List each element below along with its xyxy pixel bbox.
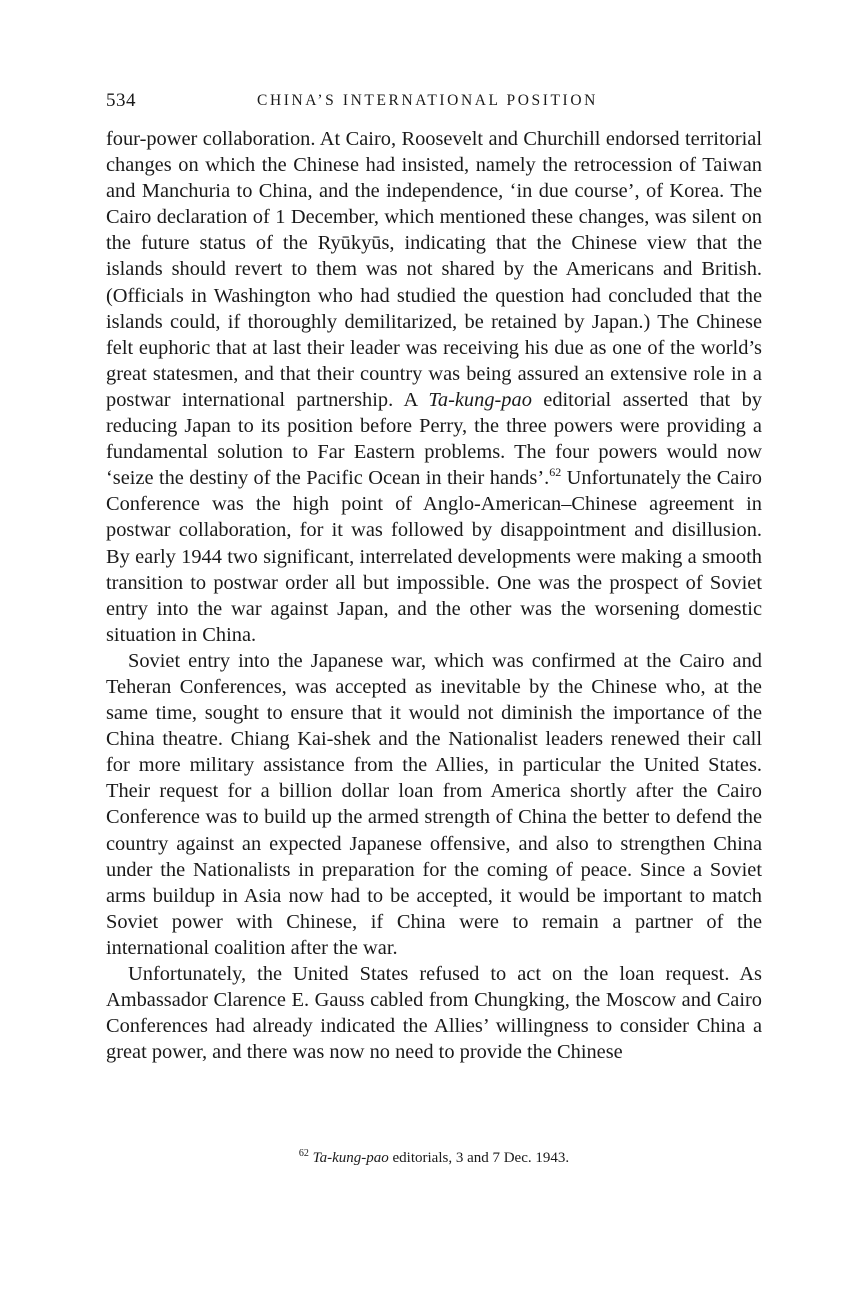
footnote-number: 62 (298, 1148, 309, 1159)
newspaper-title: Ta-kung-pao (428, 388, 532, 411)
paragraph-1-text-a: four-power collaboration. At Cairo, Roosevelt and Churchill endorsed territorial changes on which the Chinese had insisted, namely the retrocession of Taiwan and Manchuria to China, and the independence, ‘in due course’, of Korea. The Cairo declaration of 1 December, which mentioned these changes, was silent on the future status of the Ryūkyūs, indicating that the Chinese view that the islands should revert to them was not shared by the Americans and British. (Officials in Washington who had studied the question had concluded that the islands could, if thoroughly demilitarized, be retained by Japan.) The Chinese felt euphoric that at last their leader was receiving his due as one of the world’s great statesmen, and that their country was being assured an extensive role in a postwar international partnership. A (106, 128, 762, 411)
page-number: 534 (106, 90, 136, 111)
footnote-ref: 62 (549, 465, 562, 480)
body-text (106, 126, 762, 1065)
running-head: CHINA’S INTERNATIONAL POSITION (257, 92, 598, 109)
footnote-text: editorials, 3 and 7 Dec. 1943. (388, 1150, 570, 1166)
paragraph-1-text-c: Unfortunately the Cairo Conference was the high point of Anglo-American–Chinese agreement in postwar collaboration, for it was followed by disappointment and disillusion. By early 1944 two significant, interrelated developments were making a smooth transition to postwar order all but impossible. One was the prospect of Soviet entry into the war against Japan, and the other was the worsening domestic situation in China. (106, 467, 763, 646)
paragraph-3: Unfortunately, the United States refused to act on the loan request. As Ambassador Clarence E. Gauss cabled from Chungking, the Moscow and Cairo Conferences had already indicated the Allies’ willingness to consider China a great power, and there was now no need to provide the Chinese (106, 963, 762, 1064)
page-header (106, 90, 762, 116)
footnote (106, 1148, 762, 1168)
paragraph-1-text-b: editorial asserted that by reducing Japan to its position before Perry, the three powers were providing a fundamental solution to Far Eastern problems. The four powers would now ‘seize the destiny of the Pacific Ocean in their hands’. (106, 388, 762, 490)
paragraph-2: Soviet entry into the Japanese war, which was confirmed at the Cairo and Teheran Conferences, was accepted as inevitable by the Chinese who, at the same time, sought to ensure that it would not diminish the importance of the China theatre. Chiang Kai-shek and the Nationalist leaders renewed their call for more military assistance from the Allies, in particular the United States. Their request for a billion dollar loan from America shortly after the Cairo Conference was to build up the armed strength of China the better to defend the country against an expected Japanese offensive, and also to strengthen China under the Nationalists in preparation for the coming of peace. Since a Soviet arms buildup in Asia now had to be accepted, it would be important to match Soviet power with Chinese, if China were to remain a partner of the international coalition after the war. (106, 649, 762, 959)
footnote-title: Ta-kung-pao (312, 1150, 389, 1166)
paragraph-1 (106, 126, 762, 648)
